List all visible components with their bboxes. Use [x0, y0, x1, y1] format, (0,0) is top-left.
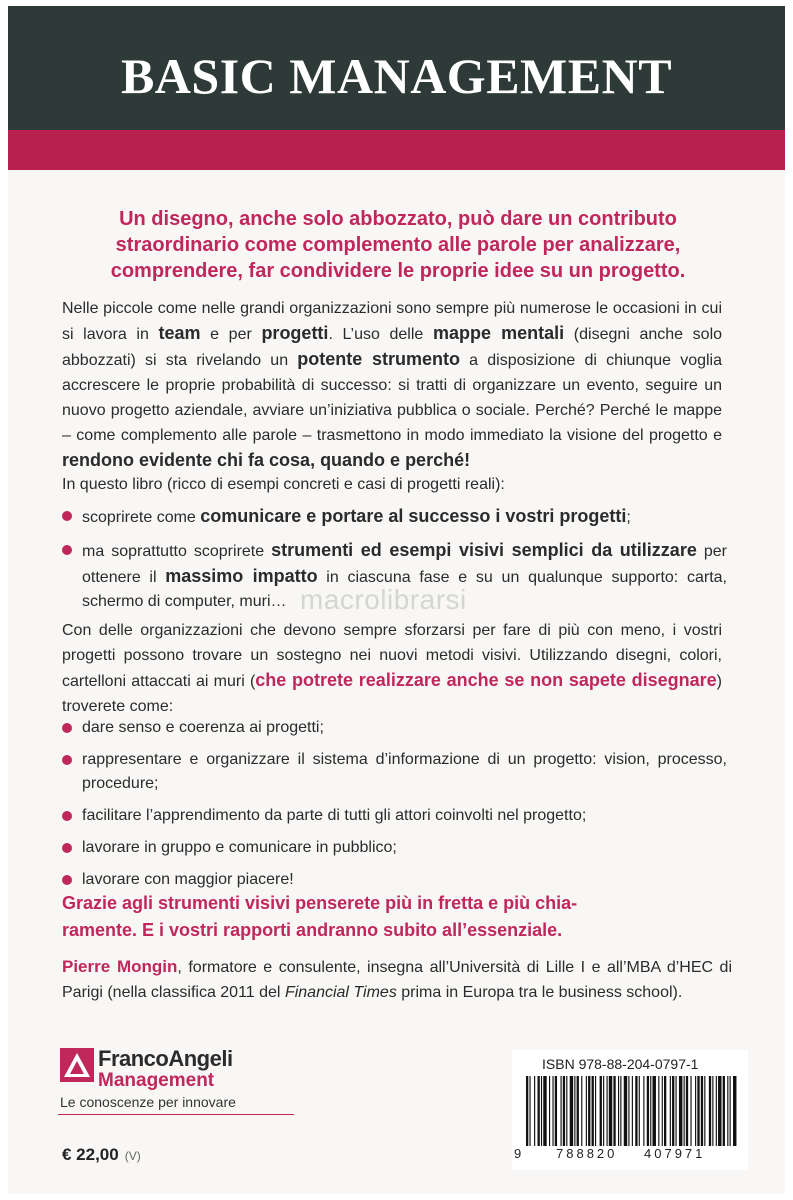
barcode-bar — [658, 1076, 659, 1146]
list-item — [62, 504, 727, 530]
book-back-cover — [8, 6, 785, 1194]
barcode-bar — [664, 1076, 666, 1146]
paragraph-book: In questo libro (ricco di esempi concreti e casi di progetti reali): — [62, 476, 505, 493]
barcode-bar — [647, 1076, 649, 1146]
bullet-icon — [62, 545, 72, 555]
barcode-bar — [653, 1076, 656, 1146]
barcode-bar — [632, 1076, 633, 1146]
barcode-bar — [570, 1076, 573, 1146]
text-run: a disposizione di chiunque voglia accrescere le proprie probabilità di successo: si tratti di organizzare un evento, seguire un nuovo progetto aziendale, avviare un’iniziativa pubblica o sociale. Perché? Perché le mappe – come complemento alle parole – trasmettono in modo immediato la visione del progetto e — [62, 352, 722, 444]
list-item — [62, 836, 727, 860]
barcode-bar — [588, 1076, 590, 1146]
barcode — [526, 1076, 738, 1146]
barcode-bar — [620, 1076, 621, 1146]
text-run: Con delle organizzazioni che devono sempre sforzarsi per fare di più con meno, i vostri progetti possono trovare un sostegno nei nuovi metodi visivi. Utilizzando disegni, colori, cartelloni attaccati ai muri ( — [62, 622, 722, 690]
list-item-text: lavorare con maggior piacere! — [82, 871, 294, 888]
divider — [58, 1114, 294, 1115]
bold-run: team — [158, 323, 201, 343]
barcode-bar — [695, 1076, 696, 1146]
barcode-bar — [635, 1076, 637, 1146]
barcode-bar — [730, 1076, 731, 1146]
closing-line: ramente. E i vostri rapporti andranno subito all’essenziale. — [62, 920, 563, 940]
bullet-icon — [62, 875, 72, 885]
bold-run: progetti — [261, 323, 329, 343]
barcode-bar — [618, 1076, 619, 1146]
barcode-bar — [704, 1076, 705, 1146]
barcode-bar — [684, 1076, 685, 1146]
publisher-logo — [58, 1042, 298, 1122]
barcode-bar — [716, 1076, 717, 1146]
barcode-bar — [529, 1076, 530, 1146]
barcode-bar — [676, 1076, 677, 1146]
intro-blurb — [48, 206, 748, 284]
text-run: e per — [200, 326, 262, 343]
barcode-bar — [701, 1076, 703, 1146]
bold-run: potente strumento — [297, 349, 461, 369]
text-run: ma soprattutto scoprirete — [82, 543, 272, 560]
bullet-icon — [62, 723, 72, 733]
author-name: Pierre Mongin — [62, 957, 178, 976]
barcode-bar — [718, 1076, 721, 1146]
barcode-bar — [561, 1076, 562, 1146]
barcode-bar — [686, 1076, 688, 1146]
barcode-bar — [679, 1076, 682, 1146]
barcode-bar — [613, 1076, 615, 1146]
barcode-bar — [670, 1076, 671, 1146]
barcode-bar — [549, 1076, 550, 1146]
barcode-bar — [643, 1076, 644, 1146]
text-run: (disegni anche solo abbozzati) si sta rivelando un — [62, 326, 723, 369]
highlight-run: che potrete realizzare anche se non sapete disegnare — [255, 670, 717, 690]
publisher-series: Management — [98, 1070, 215, 1091]
text-run: ) troverete come: — [62, 673, 722, 715]
watermark: macrolibrarsi — [300, 584, 467, 615]
text-run: . L’uso delle — [328, 326, 433, 343]
list-item — [62, 868, 727, 892]
isbn-label: ISBN 978-88-204-0797-1 — [542, 1056, 699, 1072]
bullet-icon — [62, 843, 72, 853]
barcode-bar — [723, 1076, 725, 1146]
series-title: BASIC MANAGEMENT — [120, 48, 673, 104]
barcode-bar — [607, 1076, 608, 1146]
bullet-icon — [62, 511, 72, 521]
list-item — [62, 716, 727, 740]
price-value: € 22,00 — [62, 1145, 119, 1164]
bold-run: mappe mentali — [432, 323, 565, 343]
barcode-bar — [534, 1076, 535, 1146]
list-item-text: lavorare in gruppo e comunicare in pubblico; — [82, 839, 397, 856]
accent-band — [8, 130, 785, 170]
barcode-bar — [566, 1076, 567, 1146]
barcode-digits-right: 407971 — [644, 1146, 706, 1161]
barcode-bar — [603, 1076, 604, 1146]
barcode-digit: 9 — [514, 1146, 522, 1161]
list-item — [62, 804, 727, 828]
barcode-bar — [574, 1076, 575, 1146]
bold-run: strumenti ed esempi visivi semplici da utilizzare — [271, 540, 697, 560]
list-item-text: dare senso e coerenza ai progetti; — [82, 719, 324, 736]
barcode-bar — [552, 1076, 553, 1146]
barcode-digits-left: 788820 — [556, 1146, 618, 1161]
bold-run: massimo impatto — [165, 566, 318, 586]
barcode-bar — [650, 1076, 651, 1146]
barcode-bar — [526, 1076, 528, 1146]
barcode-bar — [586, 1076, 587, 1146]
barcode-bar — [639, 1076, 640, 1146]
barcode-bar — [543, 1076, 546, 1146]
intro-line: straordinario come complemento alle parole per analizzare, — [115, 234, 681, 256]
intro-line: Un disegno, anche solo abbozzato, può dare un contributo — [119, 208, 677, 230]
barcode-bar — [581, 1076, 582, 1146]
francoangeli-logo-icon — [60, 1048, 94, 1082]
list-item-text: facilitare l’apprendimento da parte di tutti gli attori coinvolti nel progetto; — [82, 807, 587, 824]
barcode-bar — [595, 1076, 596, 1146]
header-band — [8, 6, 785, 130]
paragraph-intro — [62, 296, 722, 474]
list-item-text: rappresentare e organizzare il sistema d’informazione di un progetto: vision, processo, procedure; — [82, 751, 727, 792]
barcode-bar — [690, 1076, 691, 1146]
barcode-bar — [555, 1076, 557, 1146]
closing-line: Grazie agli strumenti visivi penserete più in fretta e più chia- — [62, 893, 578, 913]
bullet-icon — [62, 755, 72, 765]
bold-run: rendono evidente chi fa cosa, quando e perché! — [62, 450, 471, 470]
barcode-bar — [541, 1076, 542, 1146]
barcode-bar — [592, 1076, 594, 1146]
price — [62, 1145, 141, 1165]
text-run: Nelle piccole come nelle grandi organizzazioni sono sempre più numerose le occasioni in cui si lavora in — [62, 300, 722, 343]
text-run: per ottenere il — [82, 543, 727, 586]
barcode-bar — [727, 1076, 728, 1146]
text-run: prima in Europa tra le business school). — [396, 984, 683, 1001]
barcode-bar — [712, 1076, 713, 1146]
text-run: in ciascuna fase e su un qualunque supporto: carta, schermo di computer, muri… — [82, 569, 727, 610]
author-bio — [62, 954, 732, 1005]
publisher-name: FrancoAngeli — [98, 1046, 233, 1071]
barcode-bar — [609, 1076, 612, 1146]
barcode-bar — [697, 1076, 699, 1146]
intro-line: comprendere, far condividere le proprie idee su un progetto. — [110, 260, 686, 282]
barcode-bar — [624, 1076, 627, 1146]
barcode-bar — [628, 1076, 629, 1146]
price-note: (V) — [124, 1149, 141, 1163]
list-item — [62, 748, 727, 796]
bold-run: comunicare e portare al successo i vostri progetti — [200, 506, 627, 526]
barcode-bar — [672, 1076, 674, 1146]
text-run: ; — [626, 509, 631, 526]
barcode-bar — [733, 1076, 736, 1146]
barcode-bar — [709, 1076, 711, 1146]
barcode-bar — [563, 1076, 565, 1146]
bullet-icon — [62, 811, 72, 821]
barcode-bar — [538, 1076, 540, 1146]
barcode-bar — [662, 1076, 663, 1146]
text-run: , formatore e consulente, insegna all’Università di Lille I e all’MBA d’HEC di Parigi (nella classifica 2011 del — [62, 959, 732, 1001]
text-run: scoprirete come — [82, 509, 201, 526]
isbn-block — [512, 1050, 748, 1170]
barcode-bar — [577, 1076, 579, 1146]
closing-statement — [62, 890, 742, 944]
italic-run: Financial Times — [284, 984, 397, 1001]
barcode-bar — [600, 1076, 602, 1146]
publisher-tagline: Le conoscenze per innovare — [60, 1094, 236, 1110]
bullet-list-methods — [62, 716, 727, 900]
paragraph-methods — [62, 618, 722, 719]
